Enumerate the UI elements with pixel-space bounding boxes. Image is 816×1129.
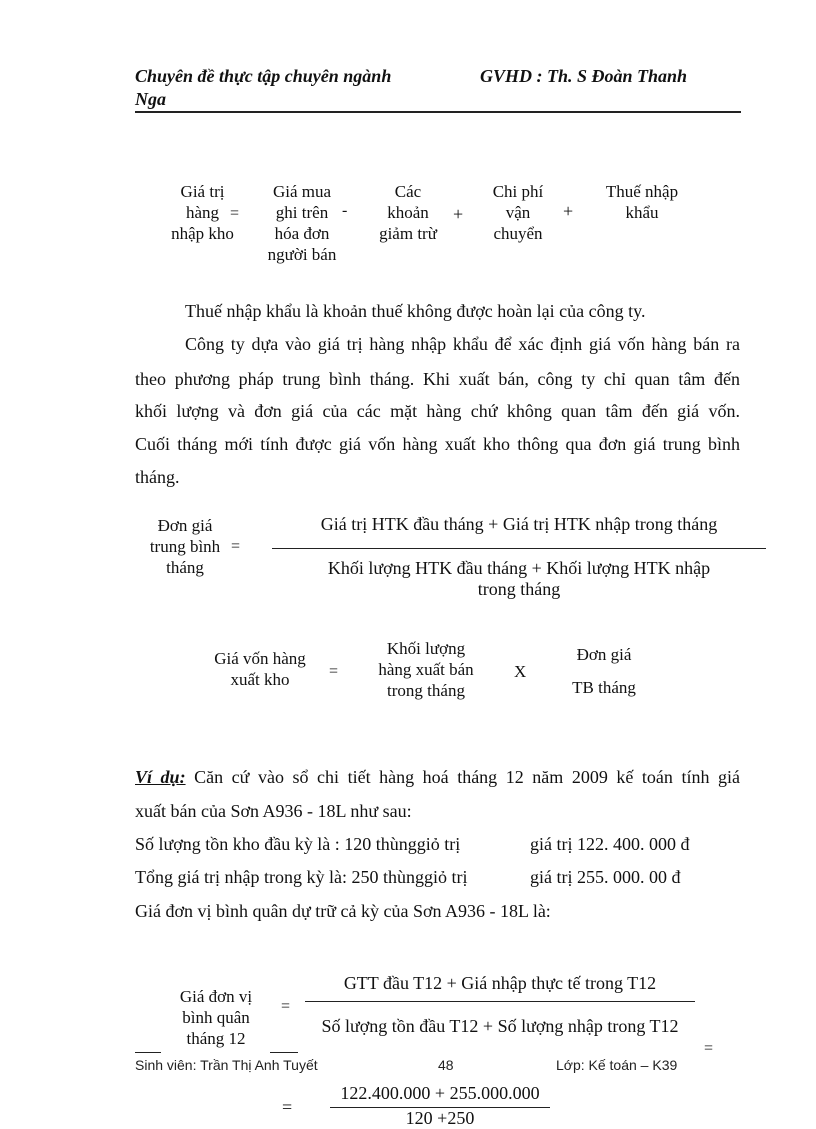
footer-rule-mid bbox=[270, 1052, 298, 1053]
f2-equals: = bbox=[231, 538, 241, 555]
f1-term-chi-phi-van-chuyen: Chi phí vận chuyển bbox=[492, 182, 544, 243]
f3-rhs-don-gia: Đơn giá bbox=[576, 645, 632, 664]
example-label: Ví dụ: bbox=[135, 767, 186, 787]
footer-student: Sinh viên: Trần Thị Anh Tuyết bbox=[135, 1057, 318, 1073]
example-purchase-total: Tổng giá trị nhập trong kỳ là: 250 thùnggiỏ trị bbox=[135, 867, 468, 887]
f3-lhs-gia-von-hang-xuat-kho: Giá vốn hàng xuất kho bbox=[214, 649, 306, 689]
footer-equals: = bbox=[704, 1040, 714, 1057]
f3-equals: = bbox=[329, 663, 339, 680]
f1-equals: = bbox=[230, 205, 240, 222]
paragraph-import-tax: Thuế nhập khẩu là khoản thuế không được hoàn lại của công ty. bbox=[185, 301, 646, 321]
header-rule bbox=[135, 111, 741, 113]
footer-class: Lớp: Kế toán – K39 bbox=[556, 1057, 678, 1073]
example-line-2: xuất bán của Sơn A936 - 18L như sau: bbox=[135, 801, 412, 821]
example-line-1 bbox=[135, 767, 740, 788]
f5-denominator: 120 +250 bbox=[405, 1108, 475, 1128]
f2-denominator-line-2: trong tháng bbox=[477, 579, 561, 599]
header-left-title-cont: Nga bbox=[135, 89, 166, 109]
example-line-5: Giá đơn vị bình quân dự trữ cả kỳ của Sơn A936 - 18L là: bbox=[135, 901, 551, 921]
f1-term-gia-tri-hang-nhap-kho: Giá trị hàng nhập kho bbox=[171, 182, 234, 243]
f3-times: X bbox=[514, 662, 527, 681]
f4-denominator: Số lượng tồn đầu T12 + Số lượng nhập trong T12 bbox=[321, 1016, 679, 1036]
paragraph-method-line-2: theo phương pháp trung bình tháng. Khi xuất bán, công ty chỉ quan tâm đến bbox=[135, 369, 740, 389]
f3-rhs-tb-thang: TB tháng bbox=[572, 678, 636, 697]
header-left-title: Chuyên đề thực tập chuyên ngành bbox=[135, 66, 392, 86]
example-opening-stock: Số lượng tồn kho đầu kỳ là : 120 thùnggiỏ trị bbox=[135, 834, 461, 854]
f1-term-thue-nhap-khau: Thuế nhập khẩu bbox=[605, 182, 679, 222]
header-right-supervisor: GVHD : Th. S Đoàn Thanh bbox=[480, 66, 688, 86]
paragraph-method-line-5: tháng. bbox=[135, 467, 180, 487]
paragraph-method-line-4: Cuối tháng mới tính được giá vốn hàng xuất kho thông qua đơn giá trung bình bbox=[135, 434, 740, 454]
f2-fraction-bar bbox=[272, 548, 766, 549]
f2-numerator: Giá trị HTK đầu tháng + Giá trị HTK nhập trong tháng bbox=[320, 514, 718, 534]
footer-rule-left bbox=[135, 1052, 161, 1053]
f4-equals: = bbox=[281, 998, 291, 1015]
footer-page-number: 48 bbox=[438, 1057, 454, 1073]
f4-numerator: GTT đầu T12 + Giá nhập thực tế trong T12 bbox=[343, 973, 657, 993]
f1-plus-1: + bbox=[453, 204, 464, 224]
f1-plus-2: + bbox=[563, 201, 574, 221]
f4-lhs-gia-don-vi-binh-quan: Giá đơn vị bình quân tháng 12 bbox=[179, 987, 253, 1048]
f5-equals: = bbox=[282, 1097, 293, 1117]
f1-term-cac-khoan-giam-tru: Các khoản giảm trừ bbox=[379, 182, 437, 243]
f2-denominator-line-1: Khối lượng HTK đầu tháng + Khối lượng HTK nhập bbox=[327, 558, 711, 578]
f1-term-gia-mua: Giá mua ghi trên hóa đơn người bán bbox=[267, 182, 337, 264]
f2-lhs-don-gia-trung-binh-thang: Đơn giá trung bình tháng bbox=[149, 516, 221, 577]
paragraph-method-line-1: Công ty dựa vào giá trị hàng nhập khẩu để xác định giá vốn hàng bán ra bbox=[185, 334, 740, 354]
f1-minus: - bbox=[342, 202, 348, 219]
f4-fraction-bar bbox=[305, 1001, 695, 1002]
paragraph-method-line-3: khối lượng và đơn giá của các mặt hàng chứ không quan tâm đến giá vốn. bbox=[135, 401, 740, 421]
example-opening-stock-value: giá trị 122. 400. 000 đ bbox=[530, 834, 690, 854]
f5-numerator: 122.400.000 + 255.000.000 bbox=[340, 1083, 540, 1103]
example-purchase-total-value: giá trị 255. 000. 00 đ bbox=[530, 867, 681, 887]
f3-mid-khoi-luong: Khối lượng hàng xuất bán trong tháng bbox=[378, 639, 474, 700]
example-line-1-text: Căn cứ vào sổ chi tiết hàng hoá tháng 12 năm 2009 kế toán tính giá bbox=[185, 767, 740, 787]
